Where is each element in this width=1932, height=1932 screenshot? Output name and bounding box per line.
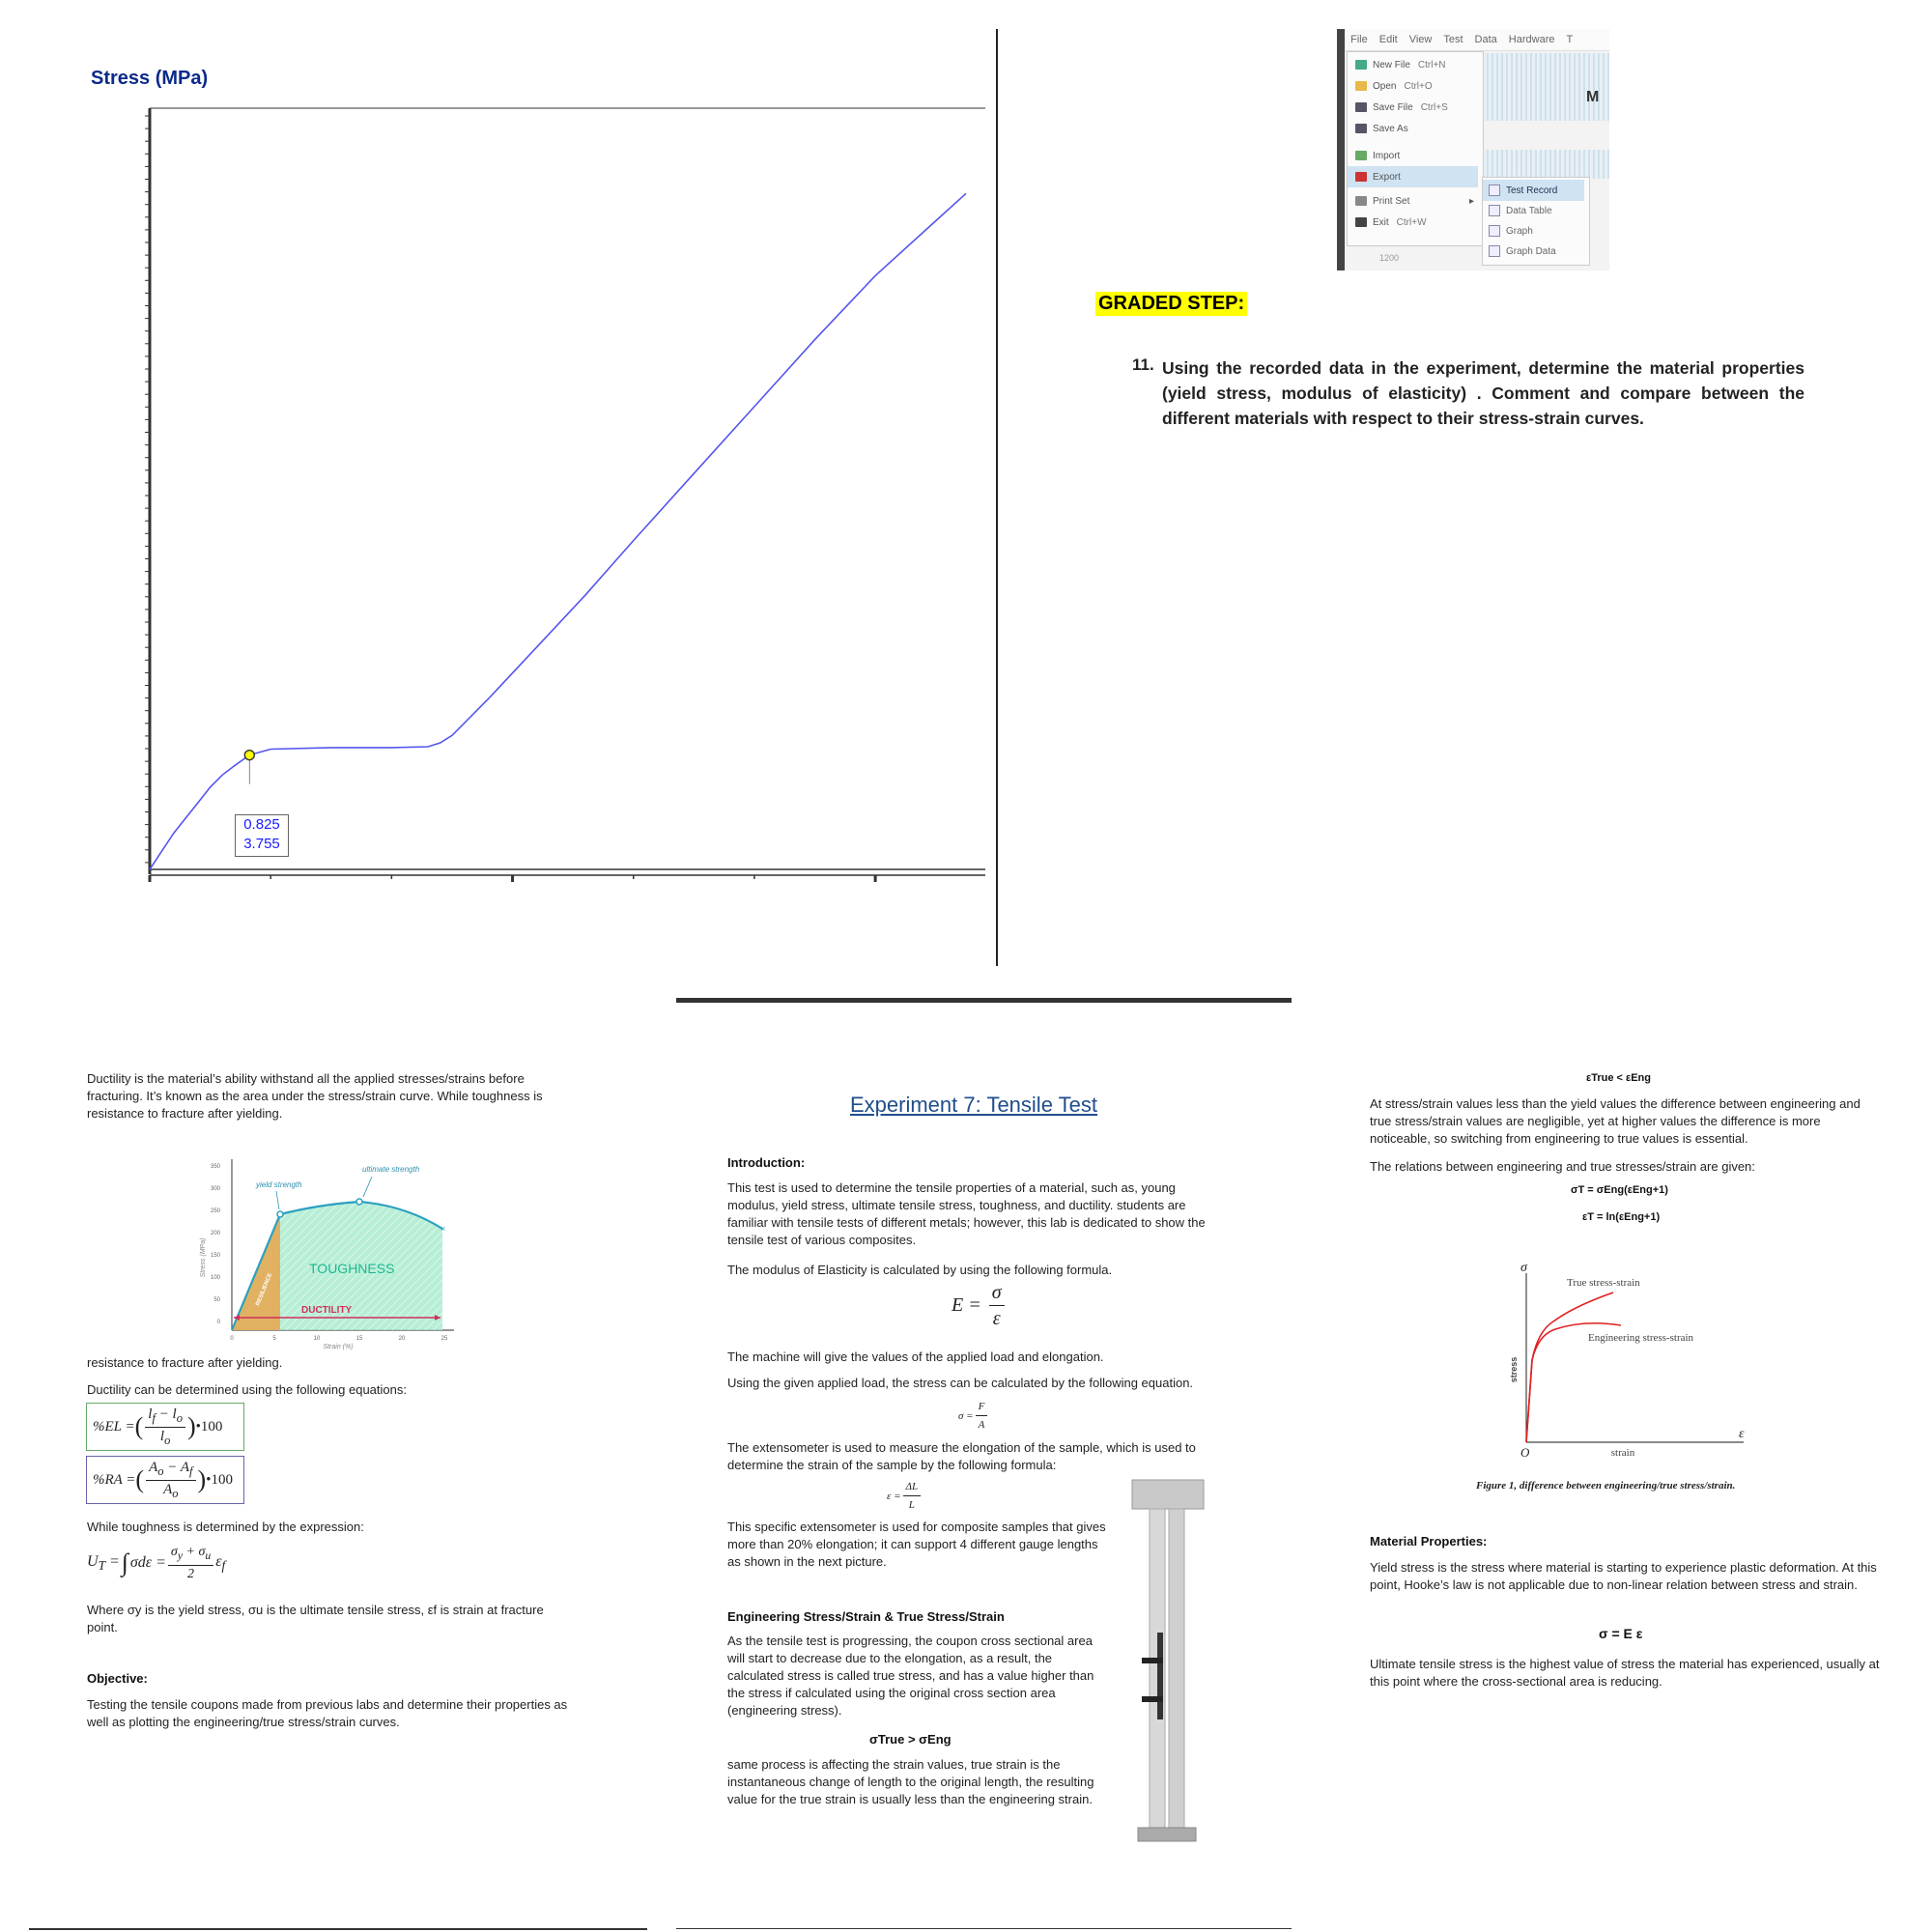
right-para2: The relations between engineering and true stresses/strain are given:: [1370, 1159, 1755, 1174]
file-dropdown: [1347, 51, 1484, 246]
document-icon: [1489, 245, 1500, 257]
extensometer-image: [1130, 1478, 1208, 1845]
ductility-label: DUCTILITY: [301, 1305, 353, 1316]
plot-ylabel: Stress (MPa): [91, 68, 209, 89]
submenu-item-label: Test Record: [1506, 185, 1558, 196]
submenu-item-graph[interactable]: [1483, 220, 1584, 242]
modulus-text: The modulus of Elasticity is calculated by using the following formula.: [727, 1263, 1113, 1277]
true-strain-text: same process is affecting the strain values, true strain is the instantaneous change of length to the original length, the resulting value for the true strain is usually less than the engineering strain.: [727, 1757, 1094, 1806]
menu-item-label: Import: [1373, 150, 1401, 161]
menu-item-export[interactable]: [1348, 166, 1478, 187]
strain-equation: ε = $\frac{\Delta L}{L}$: [887, 1478, 923, 1514]
menu-item-shortcut: Ctrl+W: [1396, 216, 1427, 228]
ytick-200: 200: [210, 1231, 220, 1236]
export-icon: [1355, 172, 1367, 182]
objective-heading: Objective:: [87, 1671, 148, 1686]
print-icon: [1355, 196, 1367, 206]
stress-plot-panel: [58, 39, 985, 908]
menu-item-shortcut: Ctrl+N: [1417, 59, 1446, 71]
menubar-item-t[interactable]: T: [1566, 34, 1574, 45]
open-folder-icon: [1355, 81, 1367, 91]
menu-item-label: New File: [1373, 59, 1410, 71]
fig-strain-label: strain: [1610, 1447, 1635, 1459]
document-icon: [1489, 205, 1500, 216]
save-as-icon: [1355, 124, 1367, 133]
menu-item-import[interactable]: [1348, 145, 1478, 166]
submenu-arrow-icon: ▸: [1468, 195, 1474, 207]
import-icon: [1355, 151, 1367, 160]
menu-item-shortcut: Ctrl+S: [1420, 101, 1448, 113]
bottom-rule-left: [29, 1928, 647, 1930]
material-properties-heading: Material Properties:: [1370, 1534, 1488, 1548]
menubar-item-file[interactable]: File: [1350, 34, 1368, 45]
menu-item-new-file[interactable]: [1348, 54, 1478, 75]
submenu-item-label: Data Table: [1506, 205, 1552, 216]
where-text: Where σy is the yield stress, σu is the ultimate tensile stress, εf is strain at fracture point.: [87, 1603, 544, 1634]
yield-text: Yield stress is the stress where material is starting to experience plastic deformation. At this point, Hooke’s law is not applicable due to non-linear relation between stress and strain.: [1370, 1560, 1877, 1592]
ytick-350: 350: [210, 1164, 220, 1170]
xtick-25: 25: [440, 1336, 448, 1342]
stress-text: Using the given applied load, the stress can be calculated by the following equation.: [727, 1376, 1194, 1390]
graded-step-text: Using the recorded data in the experiment, determine the material properties (yield stress, modulus of elasticity) . Comment and compare between the different materials with respect to their stress-strain curves.: [1162, 358, 1804, 428]
intro-heading: Introduction:: [727, 1155, 806, 1170]
toughness-intro: While toughness is determined by the expression:: [87, 1520, 364, 1534]
toughness-chart: [193, 1151, 464, 1354]
modulus-equation: E = $\frac{\sigma}{\varepsilon}$: [952, 1280, 1007, 1331]
true-strain-relation: εTrue < εEng: [1586, 1072, 1651, 1084]
window-edge: [1337, 29, 1345, 270]
true-eng-figure: [1507, 1264, 1758, 1471]
specific-text: This specific extensometer is used for composite samples that gives more than 20% elongation; it can support 4 different gauge lengths as shown in the next picture.: [727, 1520, 1106, 1569]
toughness-label: TOUGHNESS: [309, 1261, 395, 1276]
xtick-20: 20: [398, 1336, 406, 1342]
graded-step-number: 11.: [1132, 355, 1154, 374]
ytick-250: 250: [210, 1208, 220, 1214]
ytick-0: 0: [216, 1320, 220, 1325]
readout-x: 0.825: [243, 816, 280, 833]
menu-item-label: Exit: [1373, 216, 1389, 228]
ytick-100: 100: [210, 1275, 220, 1281]
toughness-equation: $U_T$ = ∫ σdε = $\frac{\sigma_y + \sigma_u}{2}$ $\varepsilon_f$: [87, 1545, 226, 1581]
document-icon: [1489, 225, 1500, 237]
stress-strain-line: [150, 193, 966, 869]
save-icon: [1355, 102, 1367, 112]
menu-item-shortcut: Ctrl+O: [1404, 80, 1433, 92]
true-stress-equation: σT = σEng(εEng+1): [1571, 1184, 1668, 1196]
extensometer-text: The extensometer is used to measure the elongation of the sample, which is used to determine the strain of the sample by the following formula:: [727, 1440, 1196, 1472]
machine-text: The machine will give the values of the applied load and elongation.: [727, 1350, 1104, 1364]
resilience-label: RESILIENCE: [255, 1272, 274, 1307]
xtick-10: 10: [313, 1336, 321, 1342]
menubar-item-edit[interactable]: Edit: [1378, 34, 1398, 45]
stress-chart[interactable]: [58, 39, 985, 908]
figure-caption: Figure 1, difference between engineering/true stress/strain.: [1476, 1480, 1736, 1492]
submenu-item-label: Graph Data: [1506, 245, 1556, 257]
menubar: [1345, 29, 1609, 51]
sigma-axis: σ: [1520, 1264, 1527, 1275]
reduction-area-equation: %RA = ( $\frac{A_o - A_f}{A_o}$ ) •100: [86, 1456, 244, 1504]
xtick-0: 0: [230, 1336, 234, 1342]
graded-step-heading: GRADED STEP:: [1095, 292, 1247, 316]
fig-xlabel: Strain (%): [323, 1344, 354, 1350]
true-stress-relation: σTrue > σEng: [869, 1732, 952, 1747]
menubar-item-hardware[interactable]: Hardware: [1508, 34, 1555, 45]
objective-text: Testing the tensile coupons made from previous labs and determine their properties as well as plotting the engineering/true stress/strain curves.: [87, 1697, 568, 1729]
intro-text: This test is used to determine the tensile properties of a material, such as, young modulus, yield stress, ultimate tensile stress, toughness, and ductility. students are familiar with tensile tests of different metals; however, this lab is dedicated to show the tensile test of various composites.: [727, 1180, 1206, 1247]
ultimate-strength-label: ultimate strength: [362, 1165, 420, 1174]
toughness-figure: [193, 1151, 464, 1354]
menu-item-label: Save File: [1373, 101, 1413, 113]
yield-strength-label: yield strength: [256, 1180, 302, 1189]
document-icon: [1489, 185, 1500, 196]
toolbar-area-2: [1482, 150, 1609, 179]
menu-item-label: Export: [1373, 171, 1401, 183]
submenu-item-test-record[interactable]: [1483, 180, 1584, 201]
menu-footer-value: 1200: [1379, 253, 1400, 263]
ytick-300: 300: [210, 1186, 220, 1192]
side-letter: M: [1586, 89, 1600, 105]
software-menu-screenshot: [1337, 29, 1609, 270]
menu-item-label: Save As: [1373, 123, 1408, 134]
point-readout: [235, 814, 289, 857]
export-submenu: [1482, 177, 1590, 266]
origin-label: O: [1520, 1445, 1530, 1460]
elongation-equation: %EL = ( $\frac{l_f - l_o}{l_o}$ ) •100: [86, 1403, 244, 1451]
ductility-eq-intro: Ductility can be determined using the following equations:: [87, 1382, 407, 1397]
ytick-50: 50: [213, 1297, 220, 1303]
fig-ylabel: Stress (MPa): [200, 1237, 207, 1278]
bottom-rule-mid: [676, 1928, 1292, 1929]
top-rule: [676, 998, 1292, 1003]
submenu-item-label: Graph: [1506, 225, 1533, 237]
hooke-equation: σ = E ε: [1599, 1626, 1643, 1641]
submenu-item-graph-data[interactable]: [1483, 241, 1584, 262]
vertical-divider: [996, 29, 998, 966]
left-intro: Ductility is the material’s ability withstand all the applied stresses/strains before fracturing. It’s known as the area under the stress/strain curve. While toughness is resistance to fracture after yielding.: [87, 1071, 543, 1121]
epsilon-axis: ε: [1739, 1427, 1745, 1441]
experiment-title[interactable]: Experiment 7: Tensile Test: [850, 1093, 1097, 1117]
menu-item-label: Open: [1373, 80, 1397, 92]
menu-item-print-set[interactable]: [1348, 190, 1478, 212]
xtick-5: 5: [272, 1336, 276, 1342]
menu-item-save-file[interactable]: [1348, 97, 1478, 118]
submenu-item-data-table[interactable]: [1483, 200, 1584, 221]
toolbar-area: [1482, 53, 1609, 121]
true-curve-label: True stress-strain: [1567, 1277, 1640, 1289]
svg-text:×: ×: [440, 1224, 446, 1234]
menubar-item-test[interactable]: Test: [1443, 34, 1463, 45]
left-after-figure: resistance to fracture after yielding.: [87, 1355, 283, 1370]
uts-text: Ultimate tensile stress is the highest value of stress the material has experienced, usually at this point where the cross-sectional area is reducing.: [1370, 1657, 1880, 1689]
right-para1: At stress/strain values less than the yield values the difference between engineering and true stress/strain values are negligible, yet at higher values the difference is more noticeable, so switching from engineering to true values is essential.: [1370, 1096, 1861, 1146]
new-file-icon: [1355, 60, 1367, 70]
ytick-150: 150: [210, 1253, 220, 1259]
stress-equation: σ = $\frac{F}{A}$: [958, 1398, 989, 1434]
menu-item-label: Print Set: [1373, 195, 1410, 207]
eng-curve-label: Engineering stress-strain: [1588, 1332, 1694, 1344]
xtick-15: 15: [355, 1336, 363, 1342]
eng-stress-text: As the tensile test is progressing, the coupon cross sectional area will start to decrease due to the elongation, as a result, the calculated stress is called true stress, and has a value higher than the stress if calculated using the original cross section area (engineering stress).: [727, 1634, 1094, 1718]
menu-item-open[interactable]: [1348, 75, 1478, 97]
eng-stress-heading: Engineering Stress/Strain & True Stress/Strain: [727, 1609, 1005, 1624]
fig-stress-label: stress: [1509, 1356, 1519, 1383]
readout-y: 3.755: [243, 836, 280, 852]
true-strain-equation: εT = ln(εEng+1): [1582, 1211, 1661, 1223]
exit-icon: [1355, 217, 1367, 227]
selected-data-point: [244, 751, 254, 760]
menu-item-exit[interactable]: [1348, 212, 1478, 233]
menu-item-save-as[interactable]: [1348, 118, 1478, 139]
menubar-item-data[interactable]: Data: [1474, 34, 1497, 45]
menubar-item-view[interactable]: View: [1408, 34, 1433, 45]
